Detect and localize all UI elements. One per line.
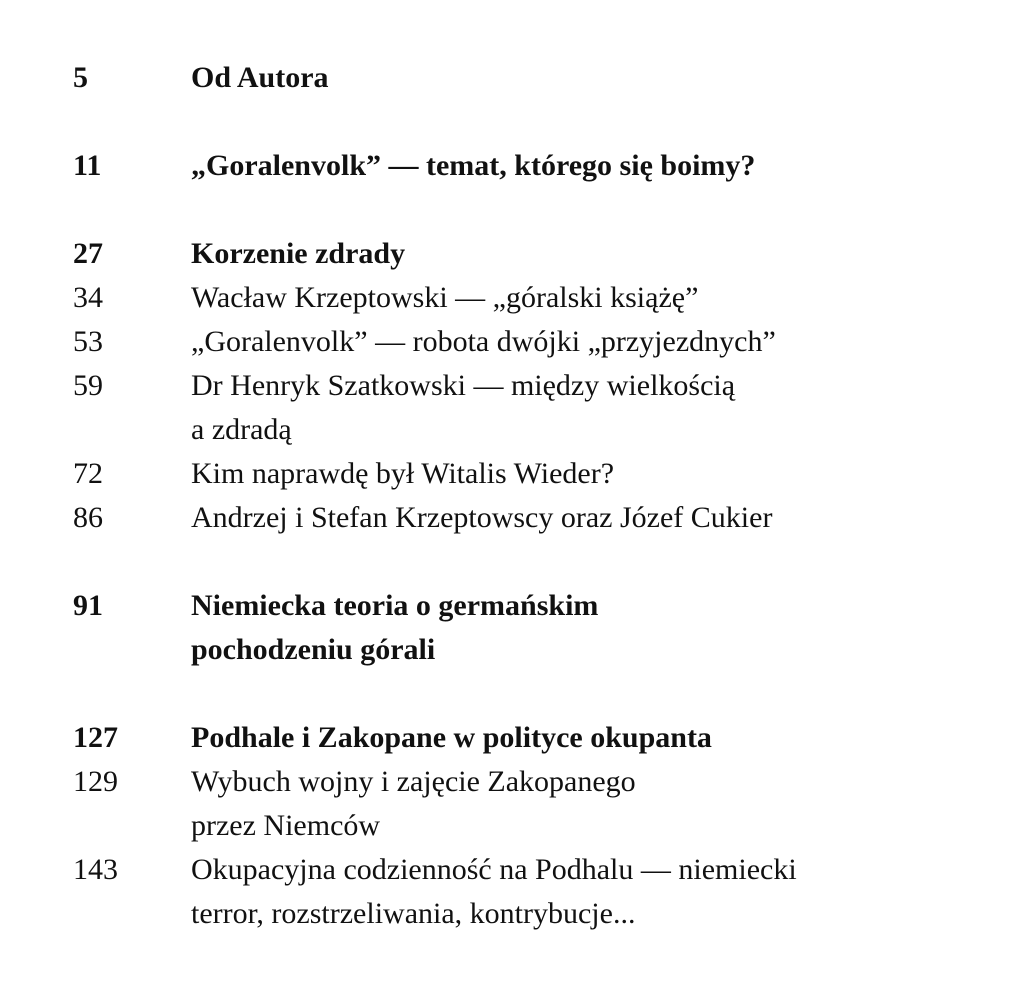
section-title-line-1: Dr Henryk Szatkowski — między wielkością xyxy=(191,369,736,402)
toc-entry xyxy=(73,584,993,672)
page-number: 72 xyxy=(73,457,103,490)
section-title xyxy=(191,760,993,848)
chapter-title: „Goralenvolk” — temat, którego się boimy? xyxy=(191,149,756,182)
section-title: Andrzej i Stefan Krzeptowscy oraz Józef Cukier xyxy=(191,501,773,534)
page-number: 86 xyxy=(73,501,103,534)
section-title: Wacław Krzeptowski — „góralski książę” xyxy=(191,281,699,314)
chapter-title: Od Autora xyxy=(191,61,329,94)
chapter-title-line-1: Niemiecka teoria o germańskim xyxy=(191,589,599,622)
section-title-line-2: przez Niemców xyxy=(191,809,381,842)
toc-entry xyxy=(73,276,993,320)
page-number: 27 xyxy=(73,237,103,270)
spacer xyxy=(73,188,993,232)
toc-entry xyxy=(73,496,993,540)
page-number: 59 xyxy=(73,369,103,402)
chapter-title xyxy=(191,584,993,672)
toc-entry xyxy=(73,320,993,364)
toc-entry xyxy=(73,452,993,496)
spacer xyxy=(73,672,993,716)
toc-entry xyxy=(73,56,993,100)
toc-entry xyxy=(73,232,993,276)
page-number: 143 xyxy=(73,853,118,886)
spacer xyxy=(73,540,993,584)
section-title-line-2: terror, rozstrzeliwania, kontrybucje... xyxy=(191,897,636,930)
table-of-contents xyxy=(73,56,993,936)
toc-entry xyxy=(73,716,993,760)
page-number: 5 xyxy=(73,61,88,94)
section-title: Kim naprawdę był Witalis Wieder? xyxy=(191,457,615,490)
toc-entry xyxy=(73,144,993,188)
section-title-line-1: Wybuch wojny i zajęcie Zakopanego xyxy=(191,765,636,798)
page-number: 127 xyxy=(73,721,118,754)
section-title xyxy=(191,848,993,936)
chapter-title-line-2: pochodzeniu górali xyxy=(191,633,436,666)
page-number: 91 xyxy=(73,589,103,622)
toc-entry xyxy=(73,364,993,452)
page-number: 129 xyxy=(73,765,118,798)
section-title-line-2: a zdradą xyxy=(191,413,292,446)
chapter-title: Korzenie zdrady xyxy=(191,237,406,270)
page-number: 53 xyxy=(73,325,103,358)
section-title: „Goralenvolk” — robota dwójki „przyjezdnych” xyxy=(191,325,776,358)
toc-entry xyxy=(73,760,993,848)
toc-entry xyxy=(73,848,993,936)
section-title-line-1: Okupacyjna codzienność na Podhalu — niemiecki xyxy=(191,853,797,886)
page-number: 11 xyxy=(73,149,102,182)
page-number: 34 xyxy=(73,281,103,314)
spacer xyxy=(73,100,993,144)
chapter-title: Podhale i Zakopane w polityce okupanta xyxy=(191,721,712,754)
section-title xyxy=(191,364,993,452)
